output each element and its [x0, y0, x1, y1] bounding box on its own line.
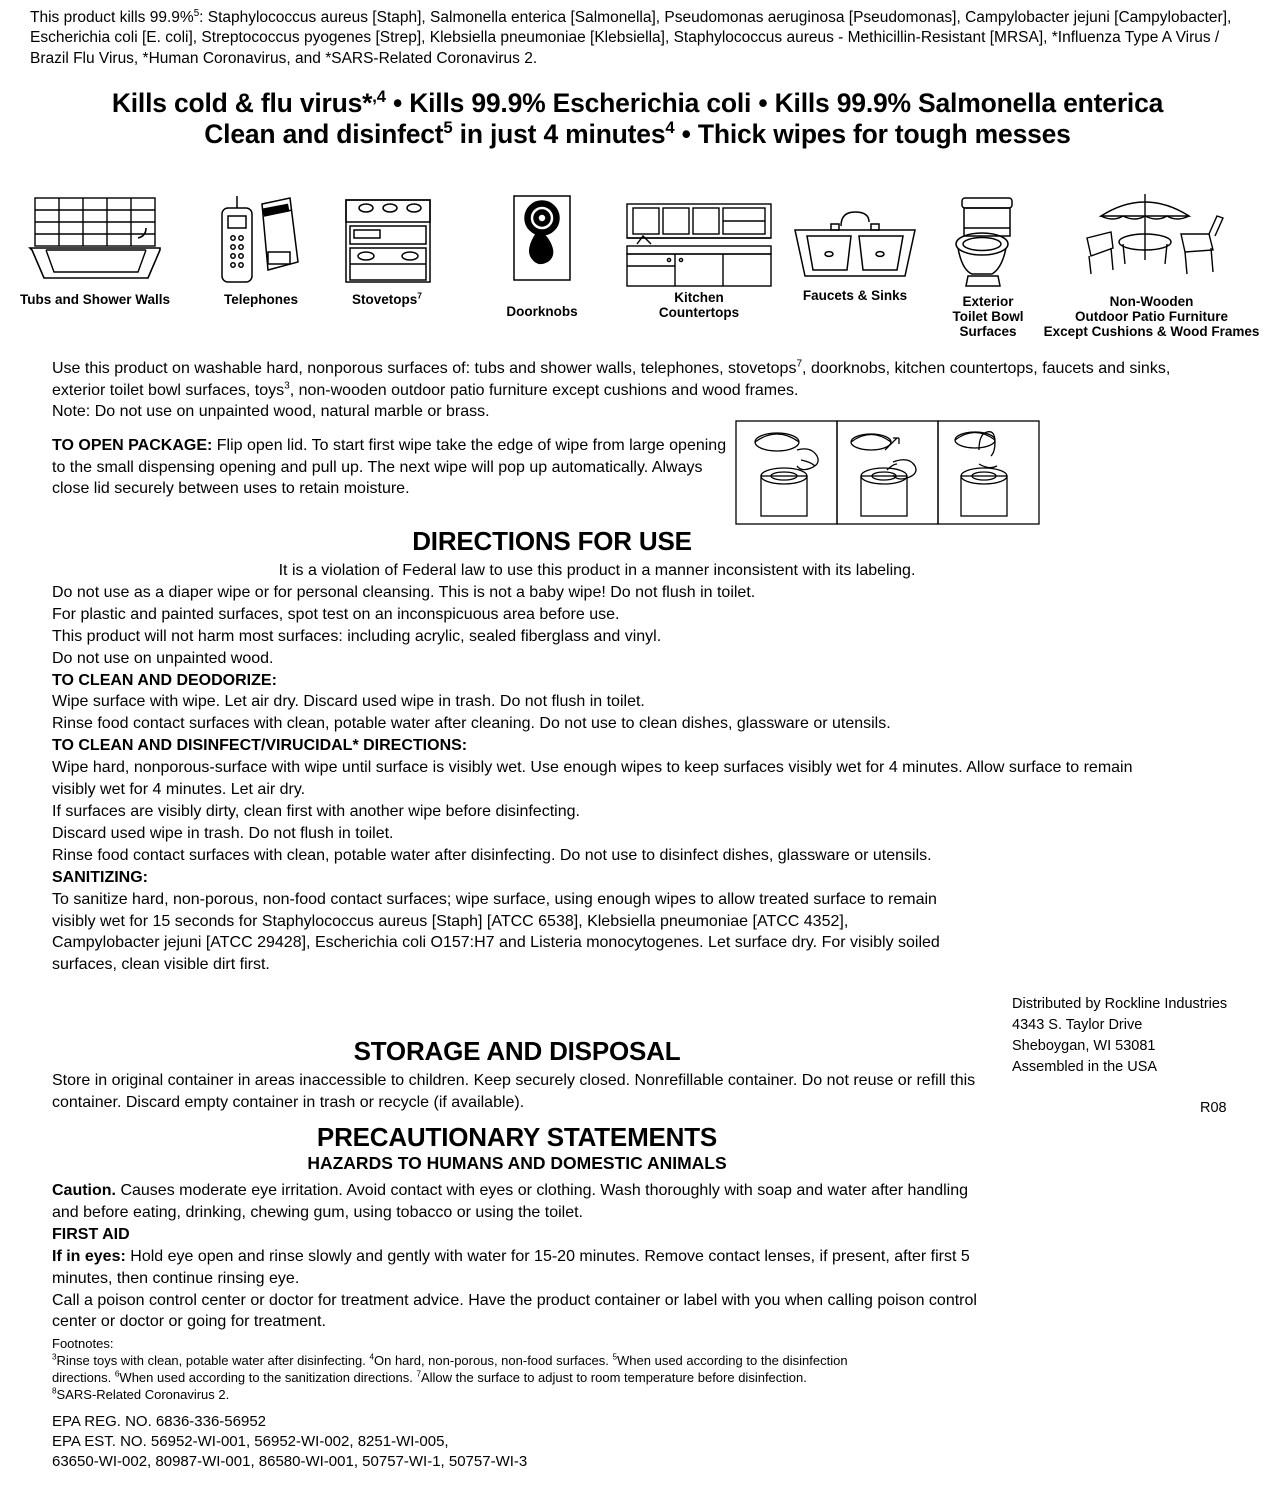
disinfect-line-1: Wipe hard, nonporous-surface with wipe until surface is visibly wet. Use enough wipes to keep surfaces visibly wet for 4 minutes. Allow surface to remain visibly wet for 4 minutes. Let air dry. — [52, 759, 1133, 799]
icon-cell-tub-shower — [5, 192, 185, 307]
clean-deodorize-heading: TO CLEAN AND DEODORIZE: — [52, 671, 277, 689]
icon-cell-kitchen-countertop — [614, 186, 784, 320]
precautionary-body — [52, 1180, 992, 1333]
to-open-package-block — [52, 435, 732, 500]
icon-cell-faucet-sink — [780, 192, 930, 303]
footnotes-line-3: $^8$SARS-Related Coronavirus 2. — [52, 1386, 230, 1402]
if-in-eyes-text: Hold eye open and rinse slowly and gently with water for 15-20 minutes. Remove contact lenses, if present, after first 5 minutes, then continue rinsing eye. — [52, 1247, 970, 1287]
disinfect-line-4: Rinse food contact surfaces with clean, potable water after disinfecting. Do not use to disinfect dishes, glassware or utensils. — [52, 846, 932, 864]
directions-line-2: For plastic and painted surfaces, spot test on an inconspicuous area before use. — [52, 605, 620, 623]
directions-for-use-title: DIRECTIONS FOR USE — [412, 526, 692, 556]
directions-line-1: Do not use as a diaper wipe or for personal cleansing. This is not a baby wipe! Do not flush in toilet. — [52, 583, 756, 601]
if-in-eyes-paragraph — [52, 1246, 992, 1290]
storage-disposal-text: Store in original container in areas inaccessible to children. Keep securely closed. Nonrefillable container. Do not reuse or refill this container. Discard empty container in trash or recycle (if available). — [52, 1072, 976, 1111]
footnotes-block — [52, 1336, 1052, 1404]
icon-label-tub-shower: Tubs and Shower Walls — [19, 292, 171, 307]
doorknob-icon — [492, 192, 592, 304]
directions-line-4: Do not use on unpainted wood. — [52, 649, 274, 667]
usage-line-2: Note: Do not use on unpainted wood, natural marble or brass. — [52, 403, 490, 421]
telephone-icon — [206, 192, 316, 292]
patio-furniture-icon — [1077, 186, 1227, 294]
footnotes-line-2: directions. $^6$When used according to the sanitization directions. $^7$Allow the surface to adjust to room temperature before disinfection. — [52, 1369, 807, 1385]
caution-label: Caution. — [52, 1182, 116, 1199]
distributor-line-1: Distributed by Rockline Industries — [1012, 996, 1228, 1012]
usage-paragraph — [52, 358, 1192, 423]
usage-line-1: Use this product on washable hard, nonporous surfaces of: tubs and shower walls, telephones, stovetops$^7$, doorknobs, kitchen countertops, faucets and sinks, exterior toilet bowl surfaces, toys$^3$, non-wooden outdoor patio furniture except cushions and wood frames. — [52, 358, 1171, 399]
epa-block — [52, 1412, 852, 1471]
headline-claims — [30, 88, 1245, 151]
distributor-block — [1012, 994, 1257, 1078]
icon-label-toilet: Exterior Toilet Bowl Surfaces — [952, 294, 1024, 340]
footnotes-heading: Footnotes: — [52, 1336, 114, 1351]
icon-cell-telephone — [190, 192, 332, 307]
surface-icon-strip — [0, 186, 1271, 351]
stovetop-icon — [332, 192, 442, 292]
disinfect-line-2: If surfaces are visibly dirty, clean first with another wipe before disinfecting. — [52, 802, 580, 820]
first-aid-heading: FIRST AID — [52, 1225, 130, 1243]
disinfect-heading: TO CLEAN AND DISINFECT/VIRUCIDAL* DIRECTIONS: — [52, 737, 468, 755]
headline-line-2: Clean and disinfect$^5$ in just 4 minutes$^4$ • Thick wipes for tough messes — [204, 118, 1071, 150]
toilet-icon — [938, 192, 1038, 294]
tub-shower-icon — [20, 192, 170, 292]
kill-claims-paragraph: This product kills 99.9%$^5$: Staphylococcus aureus [Staph], Salmonella enterica [Salmonella], Pseudomonas aeruginosa [Pseudomonas], Campylobacter jejuni [Campylobacter], Escherichia coli [E. coli], Streptococcus pyogenes [Strep], Klebsiella pneumoniae [Klebsiella], Staphylococcus aureus - Methicillin-Resistant [MRSA], *Influenza Type A Virus / Brazil Flu Virus, *Human Coronavirus, and *SARS-Related Coronavirus 2. — [30, 7, 1232, 67]
sanitizing-heading: SANITIZING: — [52, 868, 148, 886]
epa-est-line-1: EPA EST. NO. 56952-WI-001, 56952-WI-002, 8251-WI-005, — [52, 1432, 449, 1450]
sanitizing-text: To sanitize hard, non-porous, non-food contact surfaces; wipe surface, using enough wipes to allow treated surface to remain visibly wet for 15 seconds for Staphylococcus aureus [Staph] [ATCC 6538], Klebsiella pneumoniae [ATCC 4352], Campylobacter jejuni [ATCC 29428], Escherichia coli O157:H7 and Listeria monocytogenes. Let surface dry. For visibly soiled surfaces, clean visible dirt first. — [52, 890, 940, 974]
icon-cell-toilet — [928, 186, 1048, 339]
to-open-package-text: Flip open lid. To start first wipe take the edge of wipe from large opening to the small dispensing opening and pull up. The next wipe will pop up automatically. Always close lid securely between uses to retain moisture. — [52, 437, 727, 498]
poison-control-text: Call a poison control center or doctor for treatment advice. Have the product container or label with you when calling poison control center or doctor or going for treatment. — [52, 1291, 977, 1331]
clean-deodorize-line-1: Wipe surface with wipe. Let air dry. Discard used wipe in trash. Do not flush in toilet. — [52, 693, 645, 711]
headline-line-1: Kills cold & flu virus*$^{,4}$ • Kills 99.9% Escherichia coli • Kills 99.9% Salmonella enterica — [111, 87, 1164, 118]
disinfect-line-3: Discard used wipe in trash. Do not flush in toilet. — [52, 824, 394, 842]
if-in-eyes-label: If in eyes: — [52, 1247, 126, 1265]
distributor-line-4: Assembled in the USA — [1012, 1059, 1158, 1076]
caution-paragraph — [52, 1180, 992, 1224]
federal-law-statement: It is a violation of Federal law to use this product in a manner inconsistent with its labeling. — [278, 562, 916, 579]
distributor-line-2: 4343 S. Taylor Drive — [1012, 1017, 1143, 1034]
icon-label-kitchen-countertop: Kitchen Countertops — [658, 290, 740, 321]
icon-label-telephone: Telephones — [223, 292, 298, 307]
icon-cell-doorknob — [468, 192, 616, 319]
icon-label-patio-furniture: Non-Wooden Outdoor Patio Furniture Except Cushions & Wood Frames — [1043, 294, 1260, 340]
icon-label-faucet-sink: Faucets & Sinks — [802, 288, 908, 303]
directions-body — [52, 560, 1142, 976]
revision-code: R08 — [1200, 1100, 1227, 1116]
faucet-sink-icon — [785, 192, 925, 288]
precautionary-statements-title: PRECAUTIONARY STATEMENTS — [316, 1122, 718, 1152]
epa-est-line-2: 63650-WI-002, 80987-WI-001, 86580-WI-001, 50757-WI-1, 50757-WI-3 — [52, 1452, 528, 1470]
clean-deodorize-line-2: Rinse food contact surfaces with clean, potable water after cleaning. Do not use to clean dishes, glassware or utensils. — [52, 715, 891, 733]
open-package-illustration — [735, 420, 1040, 525]
distributor-line-3: Sheboygan, WI 53081 — [1012, 1038, 1156, 1055]
directions-line-3: This product will not harm most surfaces: including acrylic, sealed fiberglass and vinyl. — [52, 627, 662, 645]
icon-cell-stovetop — [322, 192, 452, 307]
icon-label-doorknob: Doorknobs — [506, 304, 578, 319]
caution-text: Causes moderate eye irritation. Avoid contact with eyes or clothing. Wash thoroughly with soap and water after handling and before eating, drinking, chewing gum, using tobacco or using the toilet. — [52, 1182, 969, 1221]
epa-reg-number: EPA REG. NO. 6836-336-56952 — [52, 1413, 267, 1430]
icon-label-stovetop: Stovetops$^7$ — [352, 290, 422, 307]
storage-disposal-title: STORAGE AND DISPOSAL — [353, 1036, 681, 1066]
icon-cell-patio-furniture — [1032, 186, 1271, 339]
hazards-subtitle: HAZARDS TO HUMANS AND DOMESTIC ANIMALS — [307, 1153, 727, 1173]
kitchen-countertop-icon — [619, 200, 779, 290]
footnotes-line-1: $^3$Rinse toys with clean, potable water after disinfecting. $^4$On hard, non-porous, non-food surfaces. $^5$When used according to the disinfection — [52, 1352, 848, 1368]
to-open-package-heading: TO OPEN PACKAGE: — [52, 437, 213, 454]
